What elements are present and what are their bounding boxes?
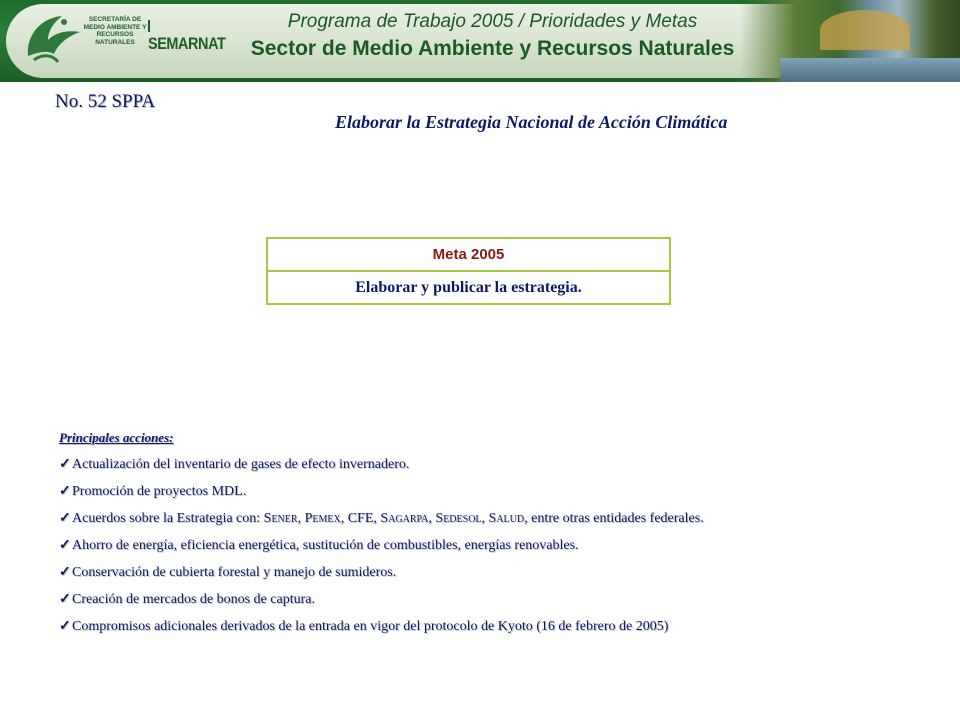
checkmark-icon: ✓ (59, 565, 71, 580)
page-title: Elaborar la Estrategia Nacional de Acción Climática (335, 112, 728, 132)
list-item (59, 537, 939, 564)
checkmark-icon: ✓ (59, 619, 71, 634)
list-item (59, 564, 939, 591)
logo-text-line-3: RECURSOS NATURALES (95, 31, 135, 46)
logo-text-line-1: SECRETARÍA DE (88, 16, 142, 23)
action-text: Ahorro de energía, eficiencia energética, sustitución de combustibles, energías renovables. (72, 538, 579, 553)
checkmark-icon: ✓ (59, 592, 71, 607)
list-item (59, 591, 939, 618)
salud-initial: S (488, 511, 497, 526)
list-item (59, 618, 939, 645)
sagarpa-rest: AGARPA (388, 514, 429, 525)
logo-text-line-2: MEDIO AMBIENTE Y (83, 23, 147, 31)
action-text: Conservación de cubierta forestal y manejo de sumideros. (72, 565, 397, 580)
program-code: No. 52 SPPA (55, 91, 156, 112)
action-text: Promoción de proyectos MDL. (72, 484, 247, 499)
action-text: Actualización del inventario de gases de efecto invernadero. (72, 457, 410, 472)
pemex-initial: P (304, 511, 313, 526)
actions-title: Principales acciones: (59, 430, 174, 445)
sener-initial: S (263, 511, 272, 526)
pemex-rest: EMEX (312, 514, 341, 525)
sagarpa-initial: S (380, 511, 389, 526)
checkmark-icon: ✓ (59, 484, 71, 499)
sener-rest: ENER (271, 514, 298, 525)
checkmark-icon: ✓ (59, 457, 71, 472)
sedesol-rest: EDESOL (443, 514, 482, 525)
meta-heading: Meta 2005 (268, 239, 669, 272)
checkmark-icon: ✓ (59, 538, 71, 553)
actions-section (59, 430, 939, 645)
header-sector-title: Sector de Medio Ambiente y Recursos Naturales (250, 37, 735, 60)
landscape-water (780, 58, 960, 82)
meta-table (266, 237, 671, 305)
action-prefix: Acuerdos sobre la Estrategia con: (72, 511, 264, 526)
header-program-title: Programa de Trabajo 2005 / Prioridades y Metas (287, 11, 698, 32)
action-text: Compromisos adicionales derivados de la entrada en vigor del protocolo de Kyoto (16 de febrero de 2005) (72, 619, 669, 634)
meta-value: Elaborar y publicar la estrategia. (355, 279, 582, 296)
logo-brand: SEMARNAT (148, 34, 226, 53)
action-suffix: , entre otras entidades federales. (524, 511, 704, 526)
list-item (59, 483, 939, 510)
separator: , (297, 511, 305, 526)
checkmark-icon: ✓ (59, 511, 71, 526)
sedesol-initial: S (435, 511, 444, 526)
action-text: Creación de mercados de bonos de captura. (72, 592, 315, 607)
header-banner (0, 0, 960, 82)
cfe-text: , CFE, (340, 511, 381, 526)
action-text (72, 510, 704, 528)
salud-rest: ALUD (496, 514, 525, 525)
separator: , (428, 511, 436, 526)
list-item (59, 510, 939, 537)
separator: , (481, 511, 489, 526)
list-item (59, 456, 939, 483)
